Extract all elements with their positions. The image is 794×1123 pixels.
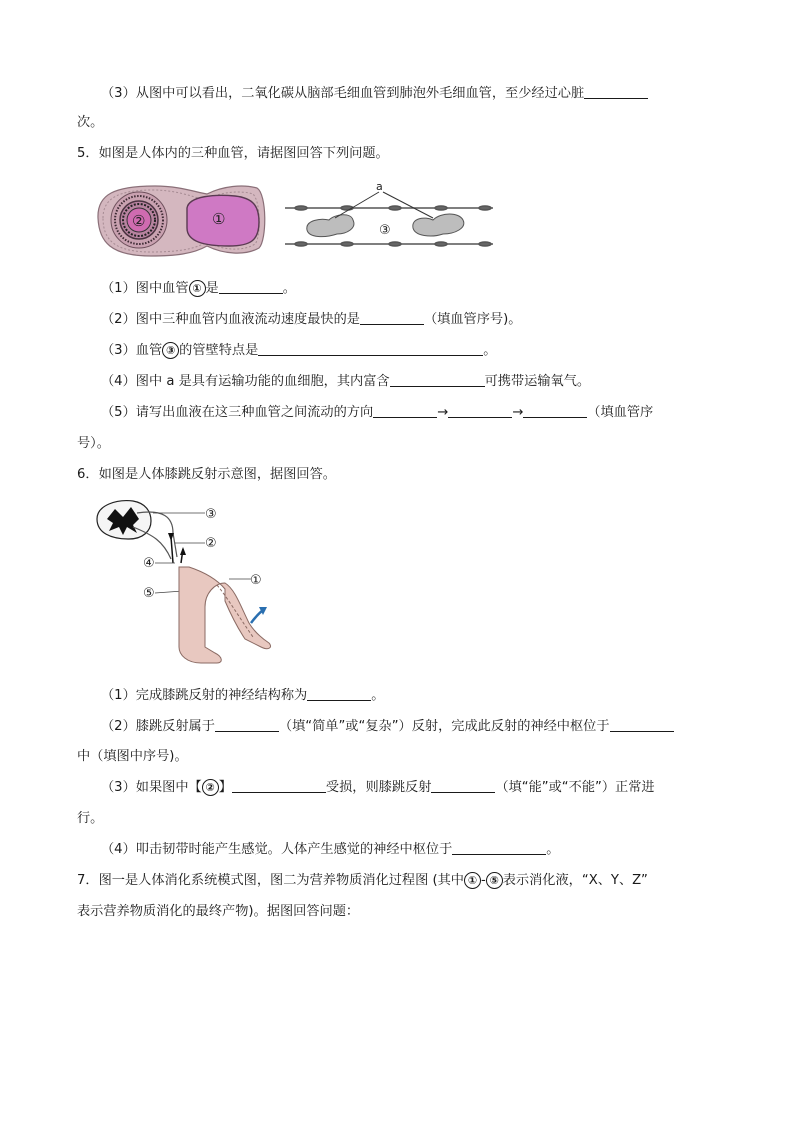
red-blood-cell-label-a: a [376, 180, 383, 193]
q6-part4: （4）叩击韧带时能产生感觉。人体产生感觉的神经中枢位于 。 [101, 842, 560, 857]
answer-blank[interactable] [584, 84, 648, 99]
q7-line2: 表示营养物质消化的最终产物)。据图回答问题： [77, 904, 360, 919]
q5-part5-line2: 号）。 [77, 436, 110, 451]
answer-blank[interactable] [448, 403, 512, 418]
answer-blank[interactable] [307, 686, 371, 701]
reflex-label-4: ④ [143, 556, 155, 571]
answer-blank[interactable] [452, 840, 546, 855]
knee-jerk-reflex-figure [93, 497, 283, 672]
reflex-label-5: ⑤ [143, 586, 155, 601]
answer-blank[interactable] [610, 717, 674, 732]
blood-vessels-figure [95, 180, 495, 258]
answer-blank[interactable] [232, 778, 326, 793]
answer-blank[interactable] [258, 341, 483, 356]
vessel-label-1: ① [212, 210, 226, 228]
q6-part2-line1: （2）膝跳反射属于 （填“简单”或“复杂”）反射，完成此反射的神经中枢位于 [101, 717, 674, 737]
answer-blank[interactable] [373, 403, 437, 418]
structure-2-marker: ② [202, 779, 219, 796]
vessel-1-marker: ① [189, 280, 206, 297]
q5-part3: （3）血管 ③ 的管壁特点是 。 [101, 343, 497, 358]
answer-blank[interactable] [523, 403, 587, 418]
reflex-label-2: ② [205, 536, 217, 551]
q6-title: 6．如图是人体膝跳反射示意图，据图回答。 [77, 467, 336, 482]
answer-blank[interactable] [431, 778, 495, 793]
reflex-label-3: ③ [205, 507, 217, 522]
q7-line1: 7．图一是人体消化系统模式图，图二为营养物质消化过程图 (其中 ① - ⑤ 表示消化液，“X、Y、Z” [77, 873, 648, 888]
q6-part3-line2: 行。 [77, 811, 104, 826]
vessel-3-marker: ③ [162, 342, 179, 359]
q4-part3-line2: 次。 [77, 115, 104, 130]
q5-part5-line1: （5）请写出血液在这三种血管之间流动的方向 → → （填血管序 [101, 405, 654, 420]
q4-part3-line1: （3）从图中可以看出，二氧化碳从脑部毛细血管到肺泡外毛细血管，至少经过心脏 [101, 84, 648, 104]
answer-blank[interactable] [215, 717, 279, 732]
answer-blank[interactable] [219, 279, 283, 294]
digestive-juice-5-marker: ⑤ [486, 872, 503, 889]
vessel-label-3: ③ [379, 223, 391, 238]
q6-part1: （1）完成膝跳反射的神经结构称为 。 [101, 688, 385, 703]
q6-part3-line1: （3）如果图中【 ② 】 受损，则膝跳反射 （填“能”或“不能”）正常进 [101, 780, 655, 795]
q5-title: 5．如图是人体内的三种血管，请据图回答下列问题。 [77, 146, 389, 161]
answer-blank[interactable] [360, 310, 424, 325]
q5-part4: （4）图中 a 是具有运输功能的血细胞，其内富含 可携带运输氧气。 [101, 374, 591, 389]
q5-part2: （2）图中三种血管内血液流动速度最快的是 （填血管序号)。 [101, 312, 522, 327]
answer-blank[interactable] [390, 372, 485, 387]
vessel-label-2: ② [132, 212, 146, 230]
digestive-juice-1-marker: ① [464, 872, 481, 889]
q5-part1: （1）图中血管 ① 是 。 [101, 281, 296, 296]
reflex-label-1: ① [250, 573, 262, 588]
q6-part2-line2: 中（填图中序号)。 [77, 749, 188, 764]
